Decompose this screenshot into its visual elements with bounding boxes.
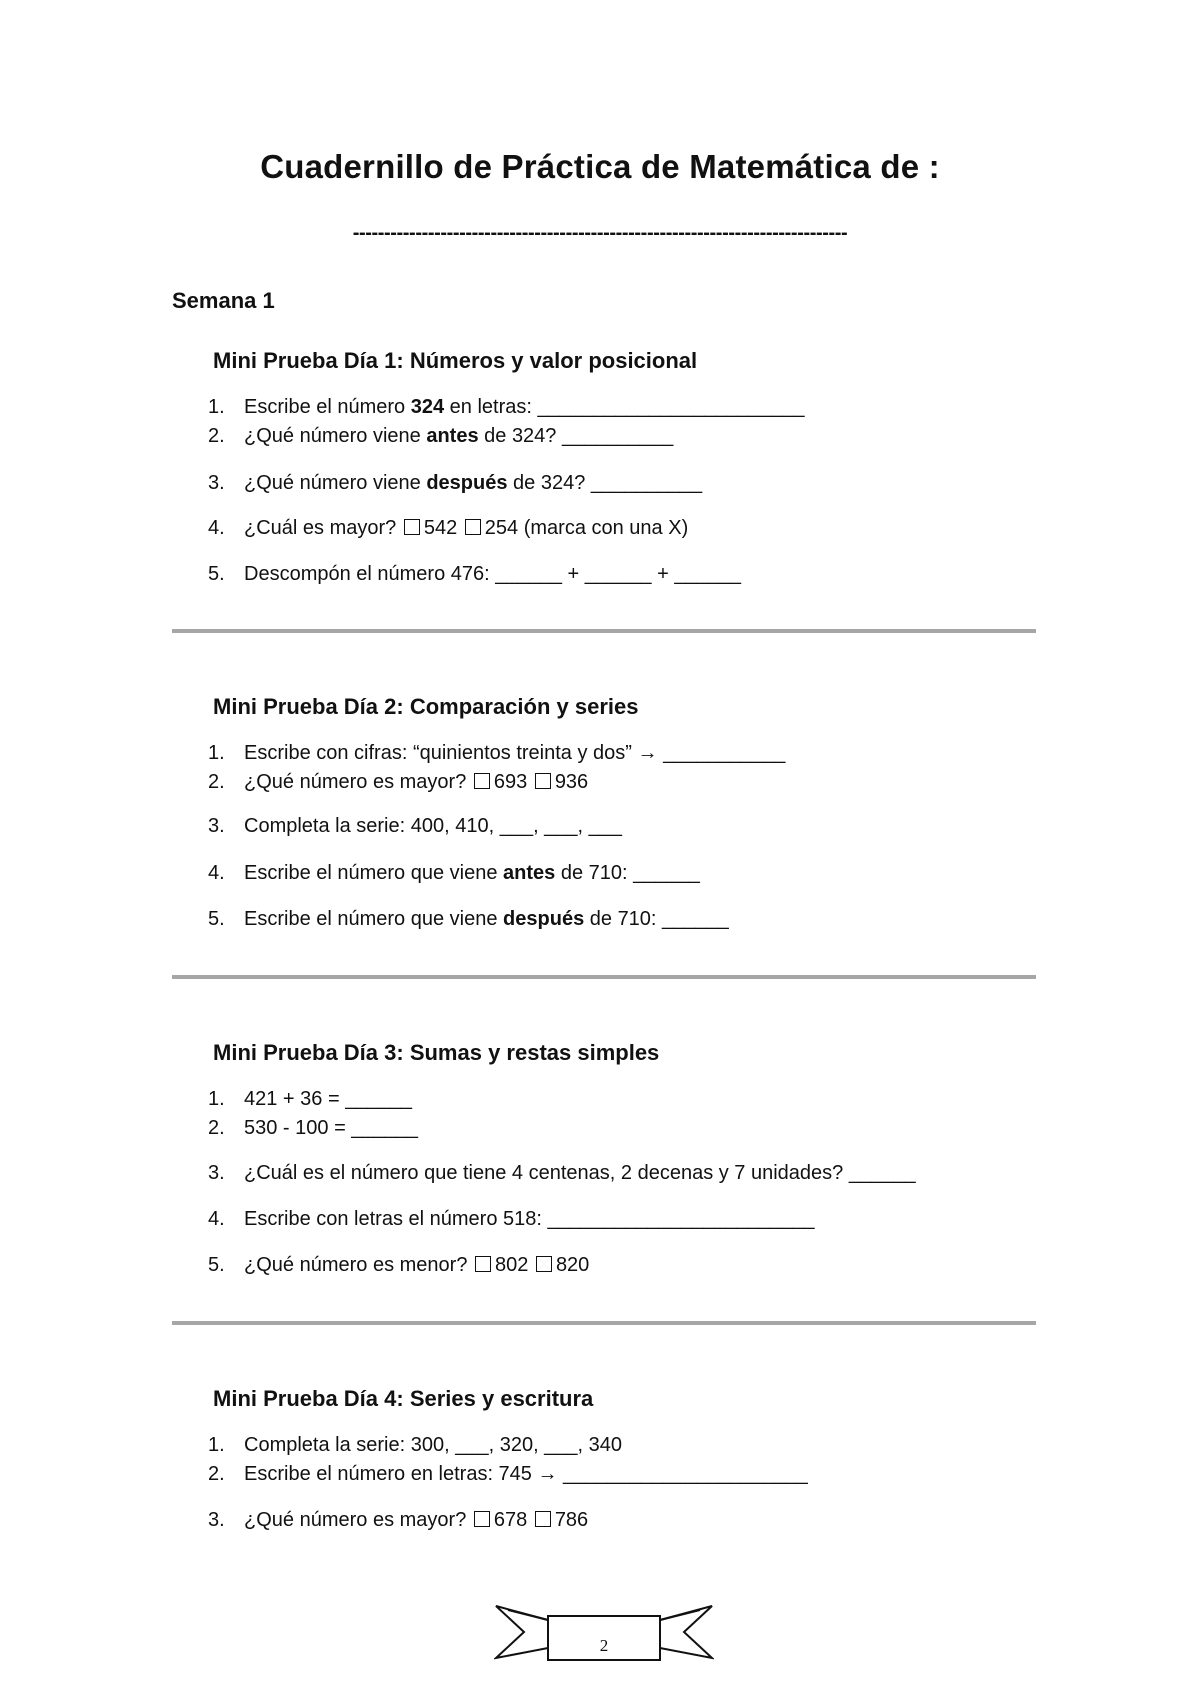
question-number: 5. (208, 908, 225, 930)
question-number: 4. (208, 517, 225, 539)
checkbox-option[interactable] (535, 1511, 551, 1527)
question-text-end: en letras: ________________________ (444, 396, 805, 418)
question-number: 1. (208, 1088, 225, 1110)
question-number: 5. (208, 1254, 225, 1276)
option-value: 542 (423, 517, 458, 539)
question-number: 4. (208, 1208, 225, 1230)
page-number: 2 (599, 1636, 609, 1655)
question-item (208, 1088, 412, 1111)
question-text-end: de 324? __________ (507, 472, 703, 494)
section-divider (172, 629, 1036, 633)
question-number: 2. (208, 771, 225, 793)
week-heading: Semana 1 (172, 288, 275, 313)
option-value: 820 (555, 1254, 590, 1276)
question-number: 2. (208, 425, 225, 447)
question-text-end: de 710: ______ (584, 908, 729, 930)
question-item (208, 742, 785, 765)
checkbox-option[interactable] (474, 1511, 490, 1527)
question-number: 3. (208, 1162, 225, 1184)
checkbox-option[interactable] (465, 519, 481, 535)
question-item (208, 472, 702, 495)
page-number-banner (494, 1598, 714, 1666)
question-item (208, 1509, 588, 1532)
section-title: Mini Prueba Día 2: Comparación y series (213, 694, 639, 719)
question-emphasis: antes (503, 862, 556, 884)
question-item (208, 1434, 622, 1457)
option-value: 786 (554, 1509, 589, 1531)
question-number: 3. (208, 815, 225, 837)
question-item (208, 425, 673, 448)
question-text: Escribe el número que viene (244, 862, 504, 884)
section-title: Mini Prueba Día 4: Series y escritura (213, 1386, 594, 1411)
question-number: 4. (208, 862, 225, 884)
section-title: Mini Prueba Día 1: Números y valor posicional (213, 348, 698, 373)
question-item (208, 1162, 916, 1185)
question-text: Descompón el número 476: ______ + ______ + ______ (244, 563, 742, 585)
question-number: 2. (208, 1117, 225, 1139)
question-number: 3. (208, 1509, 225, 1531)
question-item (208, 862, 700, 885)
question-number: 1. (208, 1434, 225, 1456)
question-text-end: de 324? __________ (478, 425, 674, 447)
question-item (208, 1254, 589, 1277)
question-text: Escribe el número que viene (244, 908, 504, 930)
option-value: 254 (484, 517, 519, 539)
question-text: ¿Qué número viene (244, 425, 427, 447)
question-text: ¿Qué número es mayor? (244, 771, 472, 793)
question-item (208, 1463, 808, 1486)
checkbox-option[interactable] (536, 1256, 552, 1272)
question-text: Completa la serie: 400, 410, ___, ___, ___ (244, 815, 623, 837)
question-text: Escribe con cifras: “quinientos treinta y dos” → ___________ (244, 742, 786, 764)
question-item (208, 815, 622, 838)
question-number: 2. (208, 1463, 225, 1485)
question-item (208, 517, 688, 540)
option-value: 936 (554, 771, 589, 793)
question-text: ¿Cuál es mayor? (244, 517, 402, 539)
question-item (208, 563, 741, 586)
question-text: Escribe el número (244, 396, 411, 418)
question-number: 3. (208, 472, 225, 494)
checkbox-option[interactable] (475, 1256, 491, 1272)
question-item (208, 771, 588, 794)
question-text-end: (marca con una X) (518, 517, 689, 539)
question-item (208, 1117, 418, 1140)
question-number: 1. (208, 396, 225, 418)
question-text: Escribe con letras el número 518: ________________________ (244, 1208, 815, 1230)
question-item (208, 1208, 814, 1231)
checkbox-option[interactable] (404, 519, 420, 535)
question-emphasis: después (503, 908, 585, 930)
question-text: 421 + 36 = ______ (244, 1088, 412, 1110)
question-emphasis: antes (426, 425, 479, 447)
question-number: 5. (208, 563, 225, 585)
question-item (208, 908, 729, 931)
question-text: ¿Cuál es el número que tiene 4 centenas, 2 decenas y 7 unidades? ______ (244, 1162, 916, 1184)
page-title: Cuadernillo de Práctica de Matemática de : (260, 148, 940, 185)
section-divider (172, 975, 1036, 979)
question-item (208, 396, 804, 419)
name-line: ------------------------------------------------------------------------------- (352, 222, 848, 244)
checkbox-option[interactable] (474, 773, 490, 789)
question-text: Completa la serie: 300, ___, 320, ___, 340 (244, 1434, 623, 1456)
section-title: Mini Prueba Día 3: Sumas y restas simples (213, 1040, 660, 1065)
question-text: 530 - 100 = ______ (244, 1117, 419, 1139)
question-text-end: de 710: ______ (555, 862, 700, 884)
question-text: ¿Qué número viene (244, 472, 427, 494)
option-value: 802 (495, 1254, 529, 1276)
question-emphasis: 324 (410, 396, 445, 418)
question-text: ¿Qué número es menor? (244, 1254, 473, 1276)
checkbox-option[interactable] (535, 773, 551, 789)
question-emphasis: después (426, 472, 508, 494)
question-number: 1. (208, 742, 225, 764)
section-divider (172, 1321, 1036, 1325)
question-text: Escribe el número en letras: 745 → ______________________ (244, 1463, 808, 1485)
option-value: 693 (493, 771, 528, 793)
option-value: 678 (493, 1509, 528, 1531)
question-text: ¿Qué número es mayor? (244, 1509, 472, 1531)
